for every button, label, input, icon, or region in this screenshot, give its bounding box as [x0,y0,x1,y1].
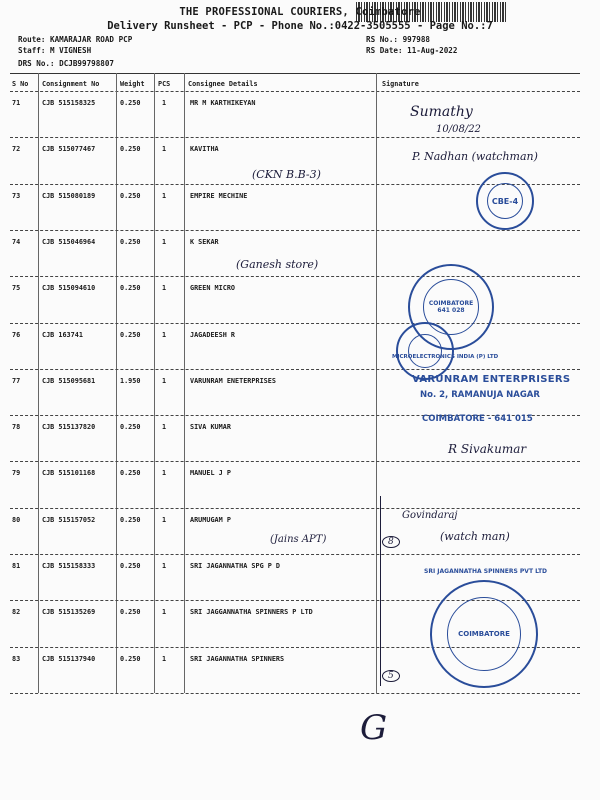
cell-weight: 0.250 [120,99,141,107]
cell-consignment: CJB 515135269 [42,608,96,617]
cell-consignee: ARUMUGAM P [190,515,231,524]
cell-pcs: 1 [162,423,167,432]
cell-consignment: CJB 515101168 [42,469,96,478]
stamp-jagannatha-line1: SRI JAGANNATHA SPINNERS PVT LTD [424,568,548,575]
cell-weight: 0.250 [120,284,141,293]
column-header-sno: S No [12,80,29,88]
cell-consignee: SRI JAGANNATHA SPG P D [190,562,281,570]
cell-consignee: EMPIRE MECHINE [190,191,248,200]
cell-sno: 79 [12,469,21,478]
cell-weight: 0.250 [120,654,141,663]
cell-pcs: 1 [162,145,167,154]
cell-consignment: CJB 515046964 [42,237,96,246]
cell-consignee: SRI JAGANNATHA SPINNERS [190,654,285,663]
cell-sno: 73 [12,191,21,200]
signature-78: R Sivakumar [448,442,527,456]
cell-weight: 0.250 [120,515,141,524]
column-header-signature: Signature [382,80,419,88]
cell-sno: 80 [12,515,21,524]
row-divider [10,693,580,694]
bottom-mark: G [360,708,388,748]
row-divider [10,508,580,509]
cell-consignment: CJB 515077467 [42,145,96,154]
cell-weight: 0.250 [120,237,141,246]
cell-weight: 0.250 [120,191,141,200]
cell-pcs: 1 [162,284,167,293]
cell-consignment: CJB 515137940 [42,654,96,663]
mark-80: 8 [382,536,400,548]
stamp-varunram-line2: No. 2, RAMANUJA NAGAR [420,390,540,400]
cell-pcs: 1 [162,608,167,617]
cell-weight: 0.250 [120,330,141,339]
cell-weight: 0.250 [120,423,141,432]
cell-pcs: 1 [162,654,167,663]
column-header-pcs: PCS [158,80,171,88]
cell-sno: 76 [12,330,21,339]
stamp-green-line1: MICROELECTRONICS INDIA (P) LTD [392,354,499,360]
cell-consignee: MANUEL J P [190,469,231,478]
row-divider [10,323,580,324]
cell-consignee: MR M KARTHIKEYAN [190,99,256,107]
row-divider [10,276,580,277]
stamp-jagannatha-line2: COIMBATORE [458,630,510,638]
cell-sno: 77 [12,376,21,385]
rs-date: RS Date: 11-Aug-2022 [366,46,458,55]
cell-sno: 78 [12,423,21,432]
note-72: (CKN B.B-3) [252,168,321,181]
cell-consignee: KAVITHA [190,145,219,154]
cell-pcs: 1 [162,376,167,385]
cell-consignee: JAGADEESH R [190,330,236,339]
cell-consignment: CJB 515157052 [42,515,96,524]
cell-pcs: 1 [162,469,167,478]
header-top-rule [10,73,580,74]
company-stamp-round [396,322,454,380]
signature-80-role: (watch man) [440,530,510,543]
cell-pcs: 1 [162,191,167,200]
route: Route: KAMARAJAR ROAD PCP [18,35,133,44]
cell-sno: 75 [12,284,21,293]
stamp-empire-text: CBE-4 [491,196,519,206]
cell-consignee: SRI JAGGANNATHA SPINNERS P LTD [190,608,313,617]
column-header-consignee: Consignee Details [188,80,258,88]
row-divider [10,137,580,138]
stamp-green-line3: 641 028 [437,307,465,314]
note-74: (Ganesh store) [236,258,319,271]
stamp-varunram-line1: VARUNRAM ENTERPRISERS [412,374,571,385]
cell-pcs: 1 [162,237,167,246]
cell-weight: 0.250 [120,562,141,570]
header-bottom-rule [10,91,580,92]
signature-71: Sumathy [410,104,473,120]
document-title: THE PROFESSIONAL COURIERS, Coimbatore [179,6,421,18]
cell-sno: 72 [12,145,21,154]
cell-weight: 0.250 [120,145,141,154]
cell-sno: 83 [12,654,21,663]
cell-weight: 0.250 [120,469,141,478]
column-header-consignment: Consignment No [42,80,100,88]
signature-80-name: Govindaraj [402,510,458,521]
cell-consignee: VARUNRAM ENETERPRISES [190,376,276,385]
cell-sno: 81 [12,562,21,570]
company-stamp-jagannatha [430,580,538,688]
cell-consignment: CJB 163741 [42,330,83,339]
cell-consignment: CJB 515137820 [42,423,96,432]
column-header-weight: Weight [120,80,145,88]
drs-number: DRS No.: DCJB99798807 [18,59,115,68]
signature-72: P. Nadhan (watchman) [412,150,538,163]
cell-consignment: CJB 515080189 [42,191,96,200]
signature-71-date: 10/08/22 [436,124,481,135]
cell-pcs: 1 [162,99,167,107]
cell-consignee: SIVA KUMAR [190,423,231,432]
company-stamp-empire [476,172,534,230]
note-80: (Jains APT) [270,534,327,545]
row-divider [10,461,580,462]
cell-consignment: CJB 515158333 [42,562,96,570]
cell-weight: 1.950 [120,376,141,385]
row-divider [10,554,580,555]
handwritten-bracket [380,496,381,686]
mark-83: 5 [382,670,400,682]
cell-pcs: 1 [162,330,167,339]
cell-pcs: 1 [162,562,167,570]
stamp-green-line2: COIMBATORE [428,300,474,307]
cell-pcs: 1 [162,515,167,524]
cell-sno: 71 [12,99,21,107]
cell-consignment: CJB 515094610 [42,284,96,293]
row-divider [10,369,580,370]
cell-consignment: CJB 515158325 [42,99,96,107]
cell-sno: 74 [12,237,21,246]
rs-number: RS No.: 997988 [366,35,431,44]
cell-sno: 82 [12,608,21,617]
cell-consignee: K SEKAR [190,237,219,246]
staff: Staff: M VIGNESH [18,46,92,55]
row-divider [10,230,580,231]
cell-consignee: GREEN MICRO [190,284,236,293]
cell-weight: 0.250 [120,608,141,617]
cell-consignment: CJB 515095681 [42,376,96,385]
stamp-varunram-line3: COIMBATORE - 641 015 [422,414,533,424]
document-subtitle: Delivery Runsheet - PCP - Phone No.:0422-3505555 - Page No.:7 [107,20,493,32]
